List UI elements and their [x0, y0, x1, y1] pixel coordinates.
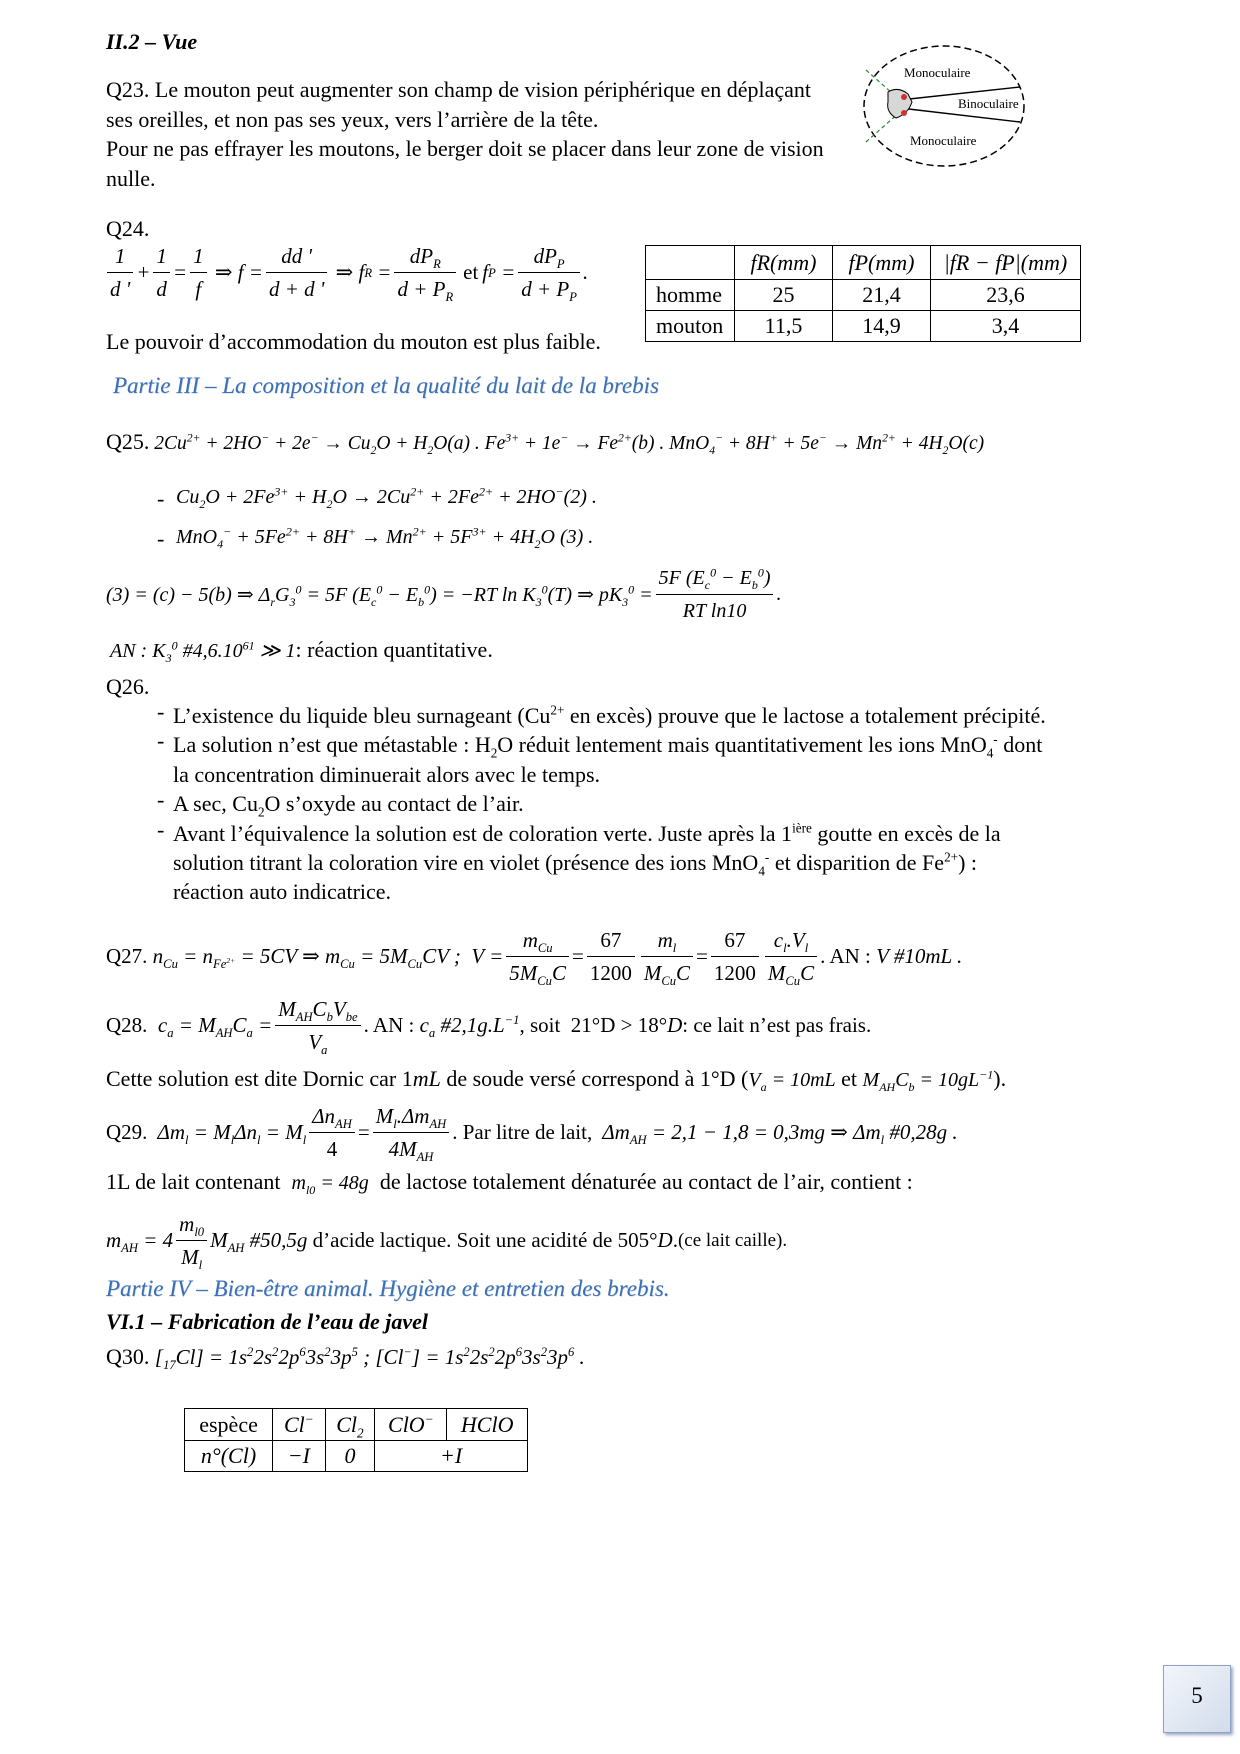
- q26-bullet-4-cont-2: réaction auto indicatrice.: [173, 879, 392, 904]
- page-number-badge: [1163, 1665, 1231, 1733]
- q26-bullet-2: La solution n’est que métastable : $H_2O$ réduit lentement mais quantitativement les ions MnO$_4$- dont: [173, 731, 1043, 761]
- species-hclo: HClO: [447, 1409, 528, 1441]
- q27-an: . AN :: [820, 944, 871, 968]
- q24-label: Q24.: [106, 216, 150, 241]
- section-title-vue: II.2 – Vue: [106, 29, 198, 54]
- q25-label: Q25.: [106, 429, 150, 454]
- vision-field-diagram: [860, 42, 1028, 170]
- q25-gibbs-equation: (3) = (c) − 5(b) ⇒ $\Delta_rG_3^0 = 5F$ $(E_c^0 - E_b^0) = -RT$ $\ln K_3^0(T)$ ⇒ $pK_3^0$ = $\frac{5F (E_c^0 - E_b^0)}{\text{RT ln10}}$ .: [106, 562, 781, 627]
- part-3-title: Partie III – La composition et la qualité du lait de la brebis: [113, 373, 659, 398]
- q29-equation: Q29. $\Delta m_l = M_l\Delta n_l = M_l$ $\frac{\Delta n_{AH}}{4}$ = $\frac{M_l.\Delta m_{AH}}{4M_{AH}}$ . Par litre de lait, $\Delta m_{AH} = 2,1 - 1,8 = 0,3mg$ ⇒ $\Delta m_l$ #0,28g .: [106, 1100, 958, 1165]
- q29-line-2: 1L de lait contenant $m_{l0} = 48g$ de lactose totalement dénaturée au contact de l’air, contient :: [106, 1169, 913, 1197]
- part-4-title: Partie IV – Bien-être animal. Hygiène et entretien des brebis.: [106, 1276, 670, 1301]
- cell: 25: [735, 280, 833, 311]
- section-title-javel: VI.1 – Fabrication de l’eau de javel: [106, 1309, 429, 1334]
- species-cl-minus: Cl−: [273, 1409, 326, 1441]
- cell: 3,4: [931, 311, 1081, 342]
- q26-bullet-3: A sec, $Cu_2O$ s’oxyde au contact de l’air.: [173, 791, 524, 820]
- q28-equation: Q28. $c_a = M_{AH}C_a$ = $\frac{M_{AH}C_bV_{be}}{V_a}$ . AN : $c_a$ $\#2,1g.L^{-1}$ , soit 21°D > 18°D : ce lait n’est pas frais.: [106, 993, 871, 1058]
- q24-lens-equation: $\frac{1}{d '}$ + $\frac{1}{d}$ = $\frac{1}{f}$ ⇒ f = $\frac{dd '}{d + d '}$ ⇒ f R = $\frac{dP_R}{d + P_R}$ et f P = $\frac{dP_P}{d + P_P}$ .: [104, 240, 588, 305]
- diagram-label-bottom: Monoculaire: [910, 133, 977, 148]
- focal-header-fp: fP(mm): [833, 246, 931, 280]
- q25-an: AN : $K_3^0$ #4,6.10$^{61}$ ≫ 1: réaction quantitative.: [110, 637, 493, 665]
- species-cl2: $Cl_2$: [325, 1409, 375, 1441]
- focal-header-diff: |fR − fP|(mm): [931, 246, 1081, 280]
- q26-bullet-4-cont: solution titrant la coloration vire en violet (présence des ions MnO$_4$- et disparition de $Fe^{2+}$) :: [173, 849, 978, 879]
- q25-reaction-3: $MnO_4^- + 5Fe^{2+} + 8H^+ \to Mn^{2+} + 5F^{3+} + 4H_2O$ (3) .: [176, 524, 594, 551]
- q26-bullet-2-cont: la concentration diminuerait alors avec le temps.: [173, 762, 601, 787]
- oxidation-number-table: [184, 1408, 528, 1472]
- q27-equation: Q27. $n_{Cu} = n_{Fe^{2+}} = 5CV$ ⇒ $m_{Cu} = 5M_{Cu}CV$ ; V = $\frac{m_{Cu}}{5M_{Cu}C}$ = $\frac{67}{1200}$ $\frac{m_l}{M_{Cu}C}$ = $\frac{67}{1200}$ $\frac{c_l.V_l}{M_{Cu}C}$ . AN : V #10mL .: [106, 924, 962, 989]
- page-number: 5: [1191, 1683, 1203, 1708]
- ox-row2-label: n°(Cl): [185, 1441, 273, 1472]
- focal-table-corner: [646, 246, 735, 280]
- cell: 23,6: [931, 280, 1081, 311]
- q29-par-litre: . Par litre de lait,: [452, 1120, 593, 1144]
- q29-line-3: $m_{AH} = 4$ $\frac{m_{l0}}{M_l}$ $M_{AH}$ #50,5g d’acide lactique. Soit une acidité de 505°D. (ce lait caille).: [106, 1208, 787, 1273]
- q24-et: et: [463, 260, 479, 284]
- q25-reaction-2: $Cu_2O + 2Fe^{3+} + H_2O \to 2Cu^{2+} + 2Fe^{2+} + 2HO^-(2)$ .: [176, 484, 597, 511]
- ox-value: −I: [273, 1441, 326, 1472]
- table-row: [646, 311, 1081, 342]
- q23-line-3: Pour ne pas effrayer les moutons, le berger doit se placer dans leur zone de vision: [106, 136, 824, 161]
- focal-header-fr: fR(mm): [735, 246, 833, 280]
- q30-label: Q30.: [106, 1344, 150, 1369]
- q24-conclusion: Le pouvoir d’accommodation du mouton est plus faible.: [106, 329, 601, 354]
- q23-line-2: ses oreilles, et non pas ses yeux, vers l’arrière de la tête.: [106, 107, 599, 132]
- diagram-label-top: Monoculaire: [904, 65, 971, 80]
- cell: 21,4: [833, 280, 931, 311]
- ox-row1-label: espèce: [185, 1409, 273, 1441]
- q28-an: . AN :: [363, 1013, 415, 1037]
- q30-line: Q30. $[_{17}Cl] = 1s^22s^22p^63s^23p^5$ ; $[Cl^-] = 1s^22s^22p^63s^23p^6$ .: [106, 1344, 585, 1373]
- ox-value: +I: [375, 1441, 528, 1472]
- q26-bullet-1: L’existence du liquide bleu surnageant ($Cu^{2+}$ en excès) prouve que le lactose a totalement précipité.: [173, 702, 1046, 728]
- table-row: [646, 280, 1081, 311]
- species-clo-minus: ClO−: [375, 1409, 447, 1441]
- q28-conclusion: : ce lait n’est pas frais.: [682, 1013, 872, 1037]
- q26-bullet-4: Avant l’équivalence la solution est de coloration verte. Juste après la $1^{ière}$ goutte en excès de la: [173, 820, 1001, 846]
- focal-length-table: [645, 245, 1081, 342]
- row-label-mouton: mouton: [646, 311, 735, 342]
- q28-label: Q28.: [106, 1013, 148, 1037]
- q29-label: Q29.: [106, 1120, 148, 1144]
- diagram-label-mid: Binoculaire: [958, 96, 1019, 111]
- ox-value: 0: [325, 1441, 375, 1472]
- q27-label: Q27.: [106, 944, 148, 968]
- q23-line-4: nulle.: [106, 166, 156, 191]
- q23-line-1: Q23. Le mouton peut augmenter son champ de vision périphérique en déplaçant: [106, 77, 812, 102]
- q25-an-suffix: : réaction quantitative.: [295, 637, 493, 662]
- cell: 14,9: [833, 311, 931, 342]
- q28-dornic-line: Cette solution est dite Dornic car 1mL de soude versé correspond à 1°D ($V_a = 10mL$ et $M_{AH}C_b = 10gL^{-1}$).: [106, 1066, 1007, 1094]
- q25-line: Q25. $2Cu^{2+} + 2HO^- + 2e^- \to Cu_2O + H_2O(a)$ . $Fe^{3+} + 1e^- \to Fe^{2+}(b)$ . $MnO_4^- + 8H^+ + 5e^- \to Mn^{2+} + 4H_2O(c)$: [106, 429, 985, 457]
- row-label-homme: homme: [646, 280, 735, 311]
- cell: 11,5: [735, 311, 833, 342]
- q28-soit: , soit: [519, 1013, 561, 1037]
- q26-label: Q26.: [106, 674, 150, 699]
